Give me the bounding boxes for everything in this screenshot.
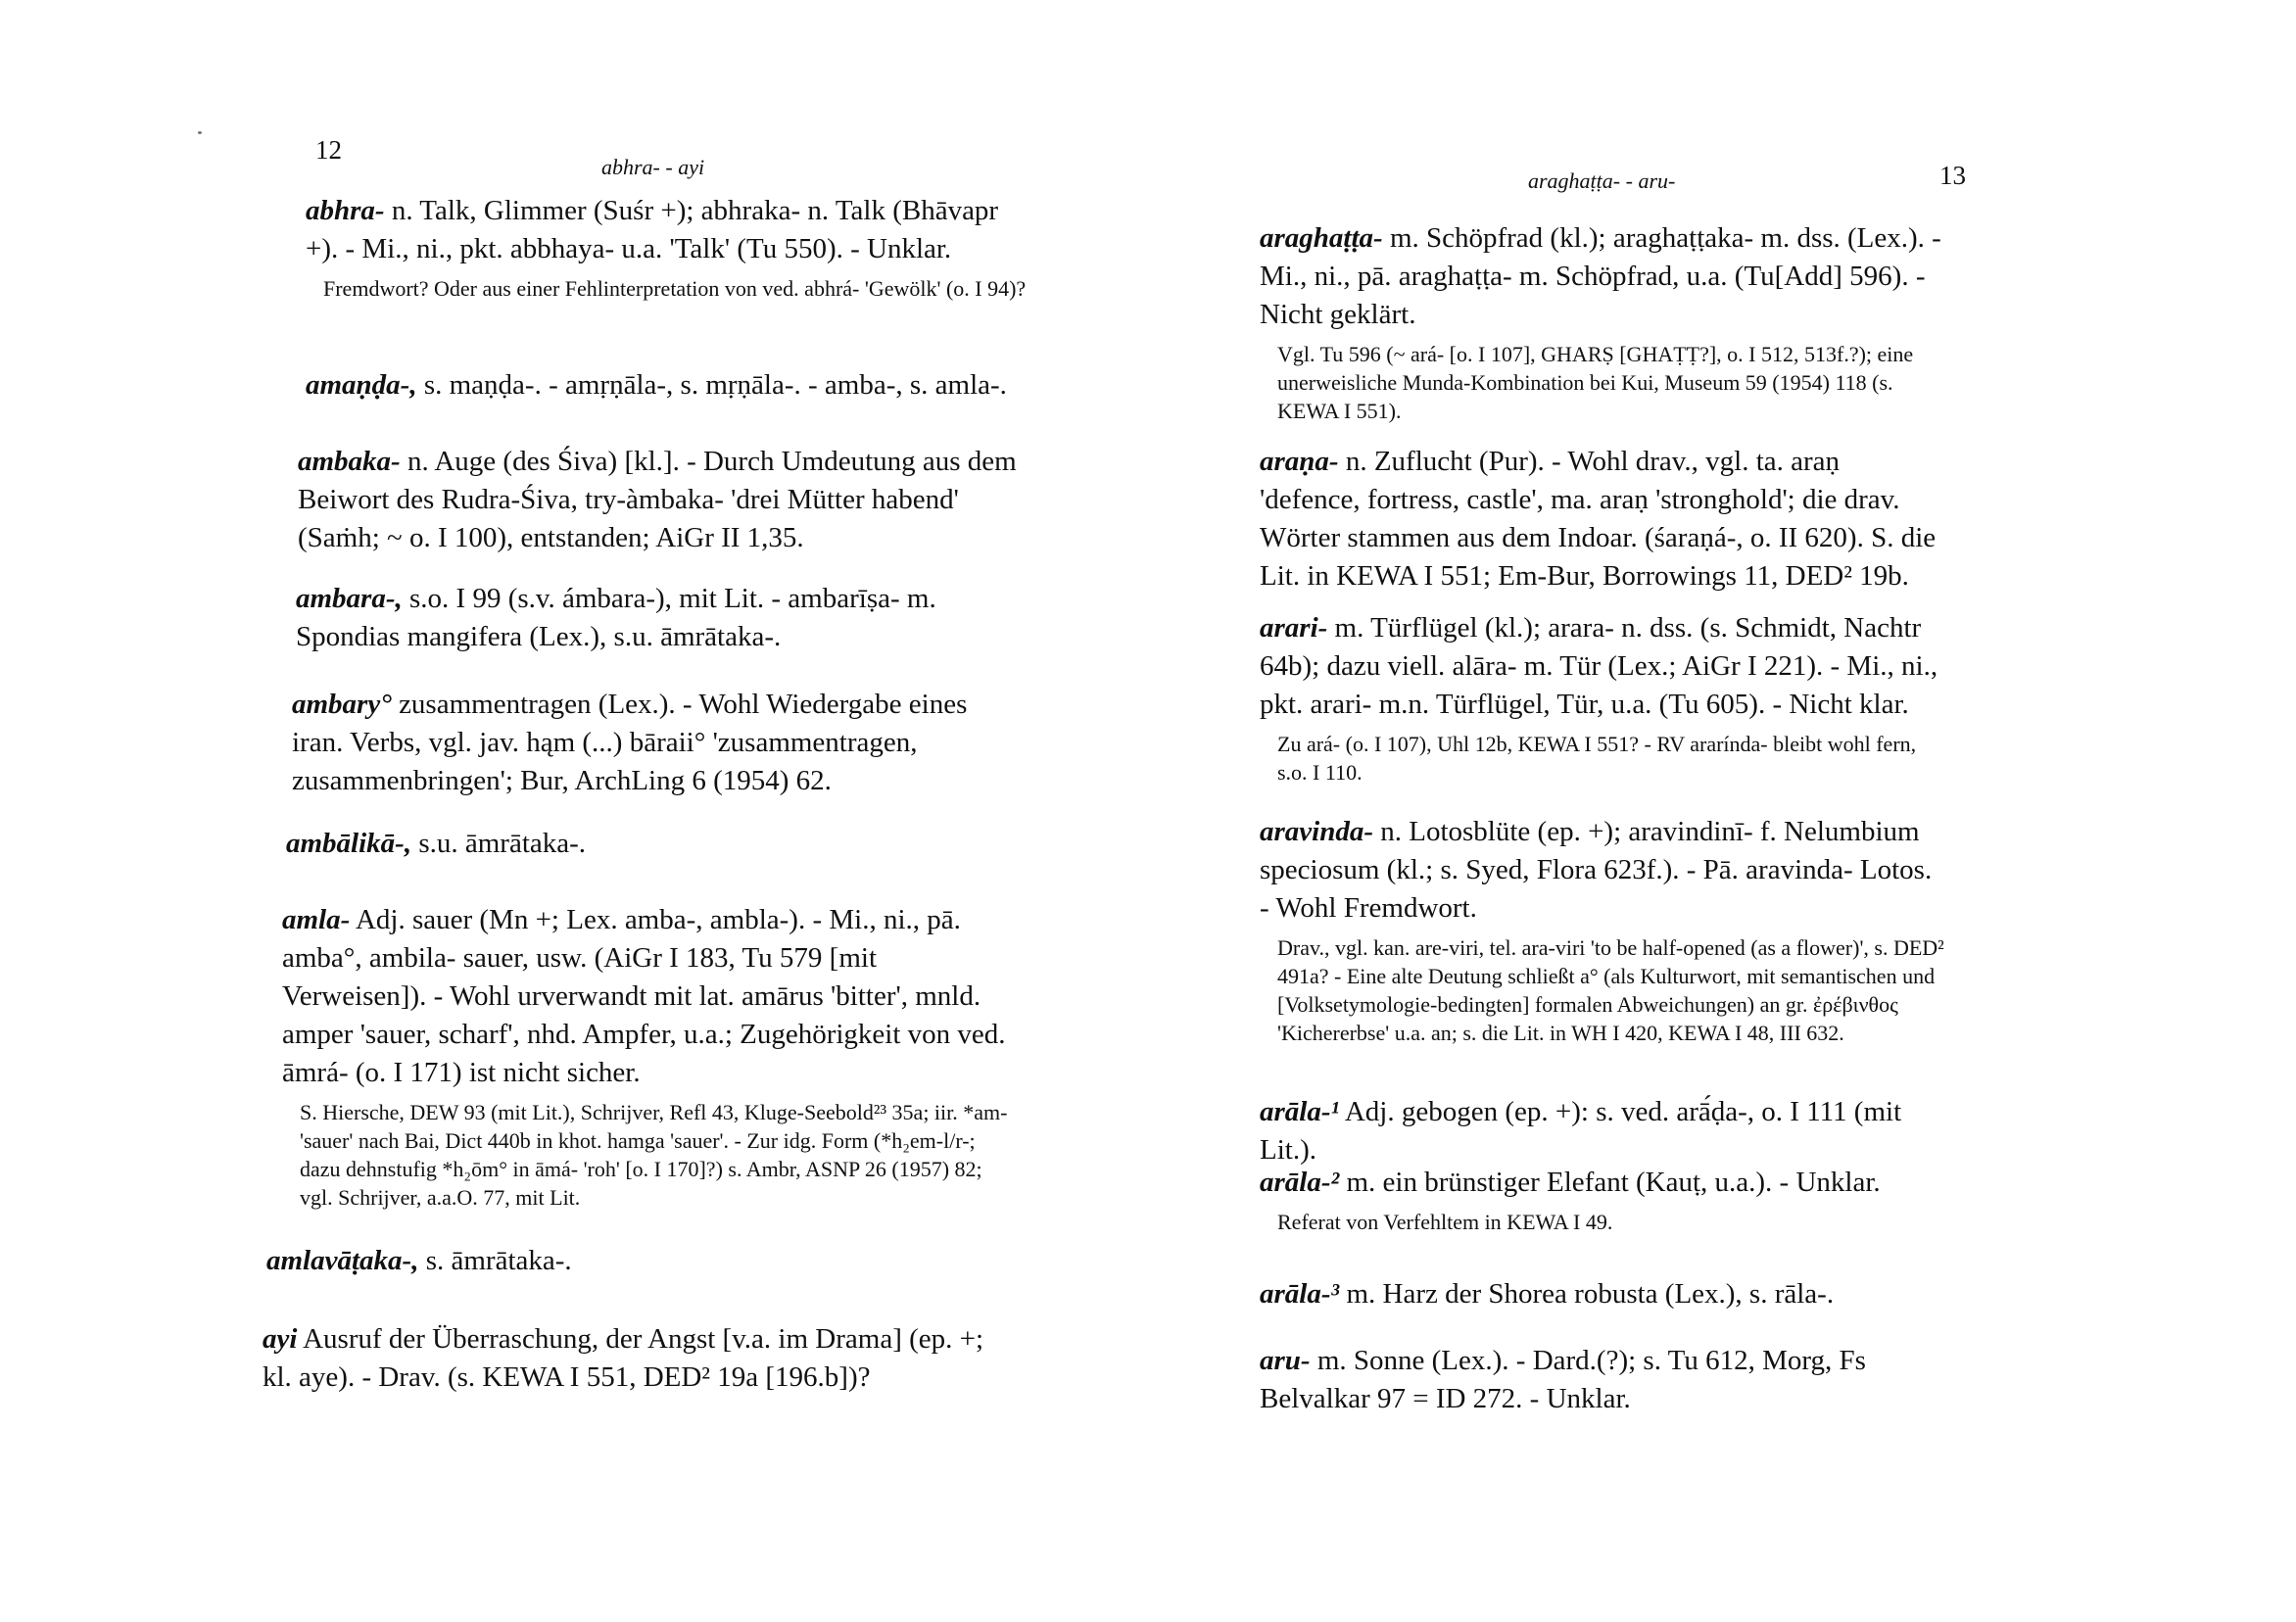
dictionary-entry [306, 192, 1030, 303]
entry-lemma: arāla-¹ [1260, 1096, 1340, 1127]
entry-text: m. Harz der Shorea robusta (Lex.), s. rāla-. [1346, 1278, 1835, 1310]
entry-text: m. Türflügel (kl.); arara- n. dss. (s. Schmidt, Nachtr 64b); dazu viell. alāra- m. Tür (Lex.; AiGr I 221). - Mi., ni., pkt. arari- m.n. Türflügel, Tür, u.a. (Tu 605). - Nicht klar. [1260, 612, 1938, 720]
entry-note: S. Hiersche, DEW 93 (mit Lit.), Schrijver, Refl 43, Kluge-Seebold²³ 35a; iir. *am- 'sauer' nach Bai, Dict 440b in khot. hamga 'sauer'. - Zur idg. Form (*h₂em-l/r-; dazu dehnstufig *h₂ōm° in āmá- 'roh' [o. I 170]?) s. Ambr, ASNP 26 (1957) 82; vgl. Schrijver, a.a.O. 77, mit Lit. [300, 1100, 1008, 1210]
entry-note: Zu ará- (o. I 107), Uhl 12b, KEWA I 551? - RV ararínda- bleibt wohl fern, s.o. I 110. [1277, 732, 1917, 785]
entry-text: Adj. sauer (Mn +; Lex. amba-, ambla-). - Mi., ni., pā. amba°, ambila- sauer, usw. (AiGr I 183, Tu 579 [mit Verweisen]). - Wohl urverwandt mit lat. amārus 'bitter', mnld. amper 'sauer, scharf', nhd. Ampfer, u.a.; Zugehörigkeit von ved. āmrá- (o. I 171) ist nicht sicher. [282, 904, 1006, 1088]
dictionary-entry [1260, 813, 1945, 1047]
dictionary-entry [1260, 609, 1945, 787]
entry-text: m. ein brünstiger Elefant (Kauṭ, u.a.). - Unklar. [1346, 1167, 1881, 1198]
dictionary-entry [1260, 1164, 1945, 1236]
entry-lemma: araghaṭṭa- [1260, 222, 1383, 254]
entry-text: s. āmrātaka-. [425, 1245, 572, 1276]
entry-lemma: arāla-² [1260, 1167, 1340, 1198]
running-head: araghaṭṭa- - aru- [1528, 168, 1676, 193]
page-number: 12 [315, 135, 342, 165]
entry-lemma: amaṇḍa-, [306, 369, 417, 401]
entry-lemma: ambālikā-, [286, 828, 412, 859]
entry-note: Drav., vgl. kan. are-viri, tel. ara-viri 'to be half-opened (as a flower)', s. DED² 491a? - Eine alte Deutung schließt a° (als Kulturwort, mit semantischen und [Volksetymologie-bedingten] formalen Abweichungen) an gr. ἐρέβινθος 'Kichererbse' u.a. an; s. die Lit. in WH I 420, KEWA I 48, III 632. [1277, 935, 1944, 1045]
entry-text: n. Zuflucht (Pur). - Wohl drav., vgl. ta. araṇ 'defence, fortress, castle', ma. araṇ 'stronghold'; die drav. Wörter stammen aus dem Indoar. (śaraṇá-, o. II 620). S. die Lit. in KEWA I 551; Em-Bur, Borrowings 11, DED² 19b. [1260, 446, 1937, 592]
entry-lemma: ayi [263, 1323, 298, 1355]
dictionary-entry [1260, 219, 1945, 425]
running-head: abhra- - ayi [601, 155, 705, 179]
dictionary-entry [286, 825, 1011, 863]
entry-note: Vgl. Tu 596 (~ ará- [o. I 107], GHARṢ [GHAṬṬ?], o. I 512, 513f.?); eine unerweisliche Munda-Kombination bei Kui, Museum 59 (1954) 118 (s. KEWA I 551). [1277, 342, 1914, 423]
dictionary-entry [296, 580, 1021, 656]
right-page [1148, 0, 2296, 1622]
entry-lemma: arāla-³ [1260, 1278, 1340, 1310]
page-number: 13 [1939, 161, 1966, 190]
entry-text: Adj. gebogen (ep. +): s. ved. arā́ḍa-, o. I 111 (mit Lit.). [1260, 1096, 1902, 1166]
entry-text: n. Auge (des Śiva) [kl.]. - Durch Umdeutung aus dem Beiwort des Rudra-Śiva, try-àmbaka- 'drei Mütter habend' (Saṁh; ~ o. I 100), entstanden; AiGr II 1,35. [298, 446, 1017, 553]
dictionary-entry [263, 1320, 987, 1397]
entry-text: s.u. āmrātaka-. [418, 828, 587, 859]
dictionary-entry [306, 366, 1030, 405]
entry-lemma: ambary° [292, 689, 392, 720]
entry-lemma: aravinda- [1260, 816, 1373, 847]
dictionary-entry [1260, 1342, 1945, 1418]
dictionary-entry [1260, 443, 1945, 596]
entry-text: zusammentragen (Lex.). - Wohl Wiedergabe eines iran. Verbs, vgl. jav. hąm (...) bāraii° 'zusammentragen, zusammenbringen'; Bur, ArchLing 6 (1954) 62. [292, 689, 968, 796]
entry-note: Referat von Verfehltem in KEWA I 49. [1277, 1210, 1613, 1234]
entry-text: s. maṇḍa-. - amṛṇāla-, s. mṛṇāla-. - amba-, s. amla-. [423, 369, 1007, 401]
entry-lemma: araṇa- [1260, 446, 1339, 477]
entry-lemma: arari- [1260, 612, 1328, 644]
entry-lemma: amlavāṭaka-, [266, 1245, 419, 1276]
entry-text: n. Talk, Glimmer (Suśr +); abhraka- n. Talk (Bhāvapr +). - Mi., ni., pkt. abbhaya- u.a. 'Talk' (Tu 550). - Unklar. [306, 195, 999, 264]
dictionary-entry [282, 901, 1012, 1212]
entry-text: n. Lotosblüte (ep. +); aravindinī- f. Nelumbium speciosum (kl.; s. Syed, Flora 623f.). - Pā. aravinda- Lotos. - Wohl Fremdwort. [1260, 816, 1933, 924]
entry-text: m. Sonne (Lex.). - Dard.(?); s. Tu 612, Morg, Fs Belvalkar 97 = ID 272. - Unklar. [1260, 1345, 1866, 1414]
dictionary-entry [298, 443, 1023, 557]
entry-lemma: abhra- [306, 195, 385, 226]
entry-lemma: ambara-, [296, 583, 403, 614]
entry-text: m. Schöpfrad (kl.); araghaṭṭaka- m. dss. (Lex.). - Mi., ni., pā. araghaṭṭa- m. Schöpfrad, u.a. (Tu[Add] 596). - Nicht geklärt. [1260, 222, 1941, 330]
scan-speck [198, 131, 202, 134]
entry-lemma: ambaka- [298, 446, 401, 477]
dictionary-entry [1260, 1275, 1945, 1313]
entry-text: Ausruf der Überraschung, der Angst [v.a. im Drama] (ep. +; kl. aye). - Drav. (s. KEWA I 551, DED² 19a [196.b])? [263, 1323, 984, 1393]
entry-text: s.o. I 99 (s.v. ámbara-), mit Lit. - ambarīṣa- m. Spondias mangifera (Lex.), s.u. āmrātaka-. [296, 583, 936, 652]
dictionary-entry [266, 1242, 991, 1280]
dictionary-entry [292, 686, 1017, 800]
dictionary-entry [1260, 1093, 1945, 1169]
entry-lemma: amla- [282, 904, 351, 935]
entry-note: Fremdwort? Oder aus einer Fehlinterpretation von ved. abhrá- 'Gewölk' (o. I 94)? [323, 276, 1027, 301]
entry-lemma: aru- [1260, 1345, 1311, 1376]
